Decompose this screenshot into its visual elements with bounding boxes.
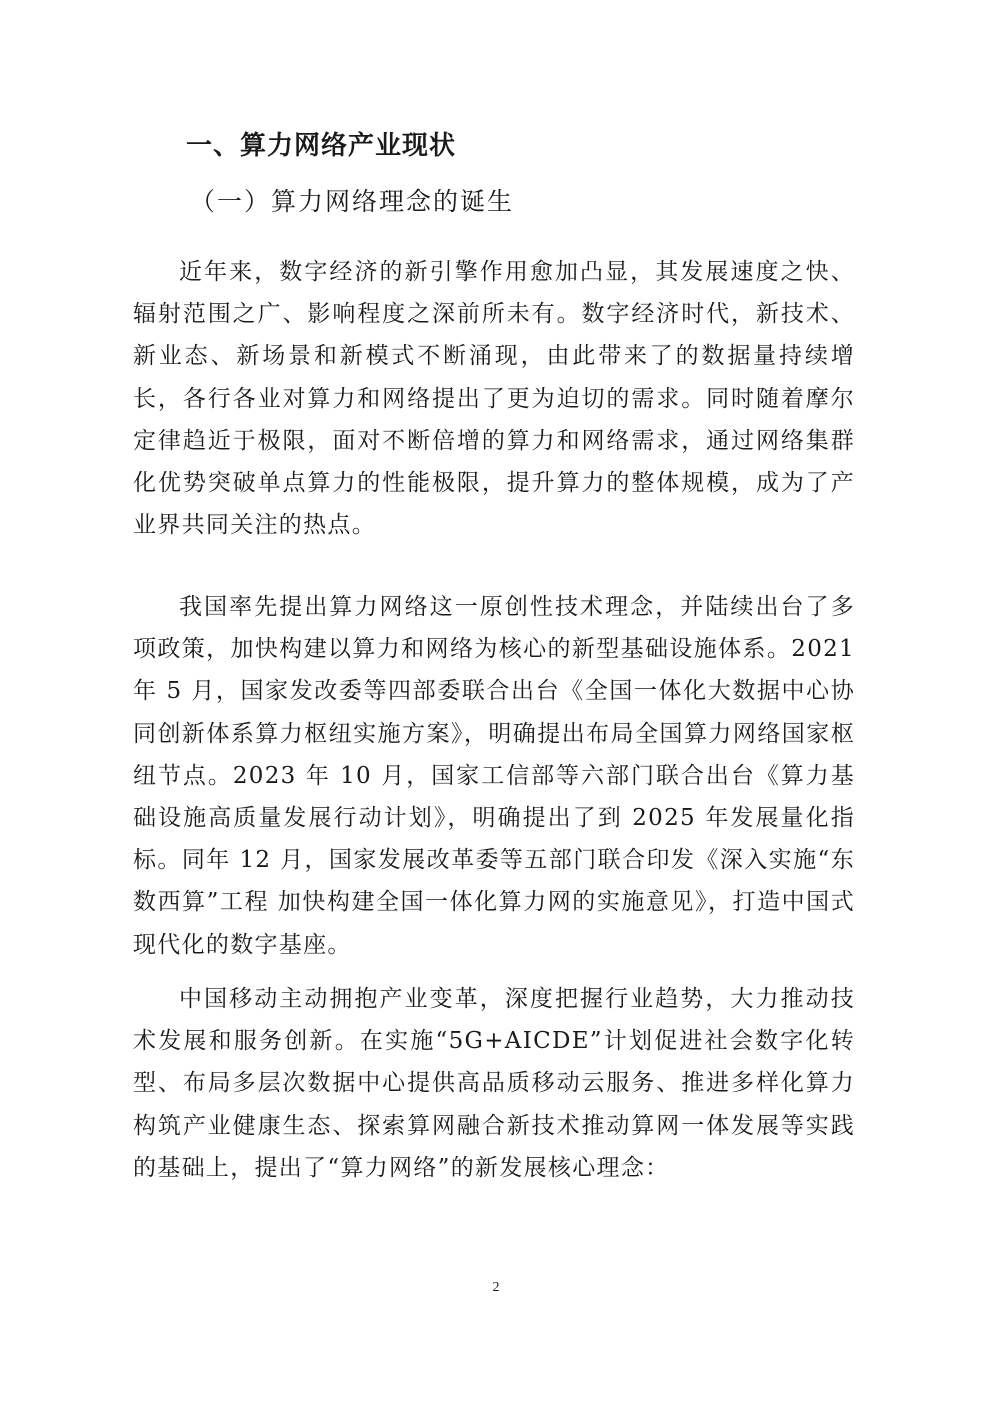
page-number: 2: [492, 1280, 500, 1295]
paragraph-3: 中国移动主动拥抱产业变革，深度把握行业趋势，大力推动技术发展和服务创新。在实施“5G+AICDE”计划促进社会数字化转型、布局多层次数据中心提供高品质移动云服务、推进多样化算力构筑产业健康生态、探索算网融合新技术推动算网一体发展等实践的基础上，提出了“算力网络”的新发展核心理念：: [133, 986, 855, 1181]
paragraph-1: 近年来，数字经济的新引擎作用愈加凸显，其发展速度之快、辐射范围之广、影响程度之深前所未有。数字经济时代，新技术、新业态、新场景和新模式不断涌现，由此带来了的数据量持续增长，各行各业对算力和网络提出了更为迫切的需求。同时随着摩尔定律趋近于极限，面对不断倍增的算力和网络需求，通过网络集群化优势突破单点算力的性能极限，提升算力的整体规模，成为了产业界共同关注的热点。: [133, 259, 855, 539]
paragraph-2: 我国率先提出算力网络这一原创性技术理念，并陆续出台了多项政策，加快构建以算力和网络为核心的新型基础设施体系。2021 年 5 月，国家发改委等四部委联合出台《全国一体化大数据中心协同创新体系算力枢纽实施方案》，明确提出布局全国算力网络国家枢纽节点。2023 年 10 月，国家工信部等六部门联合出台《算力基础设施高质量发展行动计划》，明确提出了到 2025 年发展量化指标。同年 12 月，国家发展改革委等五部门联合印发《深入实施“东数西算”工程 加快构建全国一体化算力网的实施意见》，打造中国式现代化的数字基座。: [133, 594, 855, 958]
subsection-heading: （一）算力网络理念的诞生: [190, 187, 515, 216]
section-heading: 一、算力网络产业现状: [186, 131, 457, 161]
